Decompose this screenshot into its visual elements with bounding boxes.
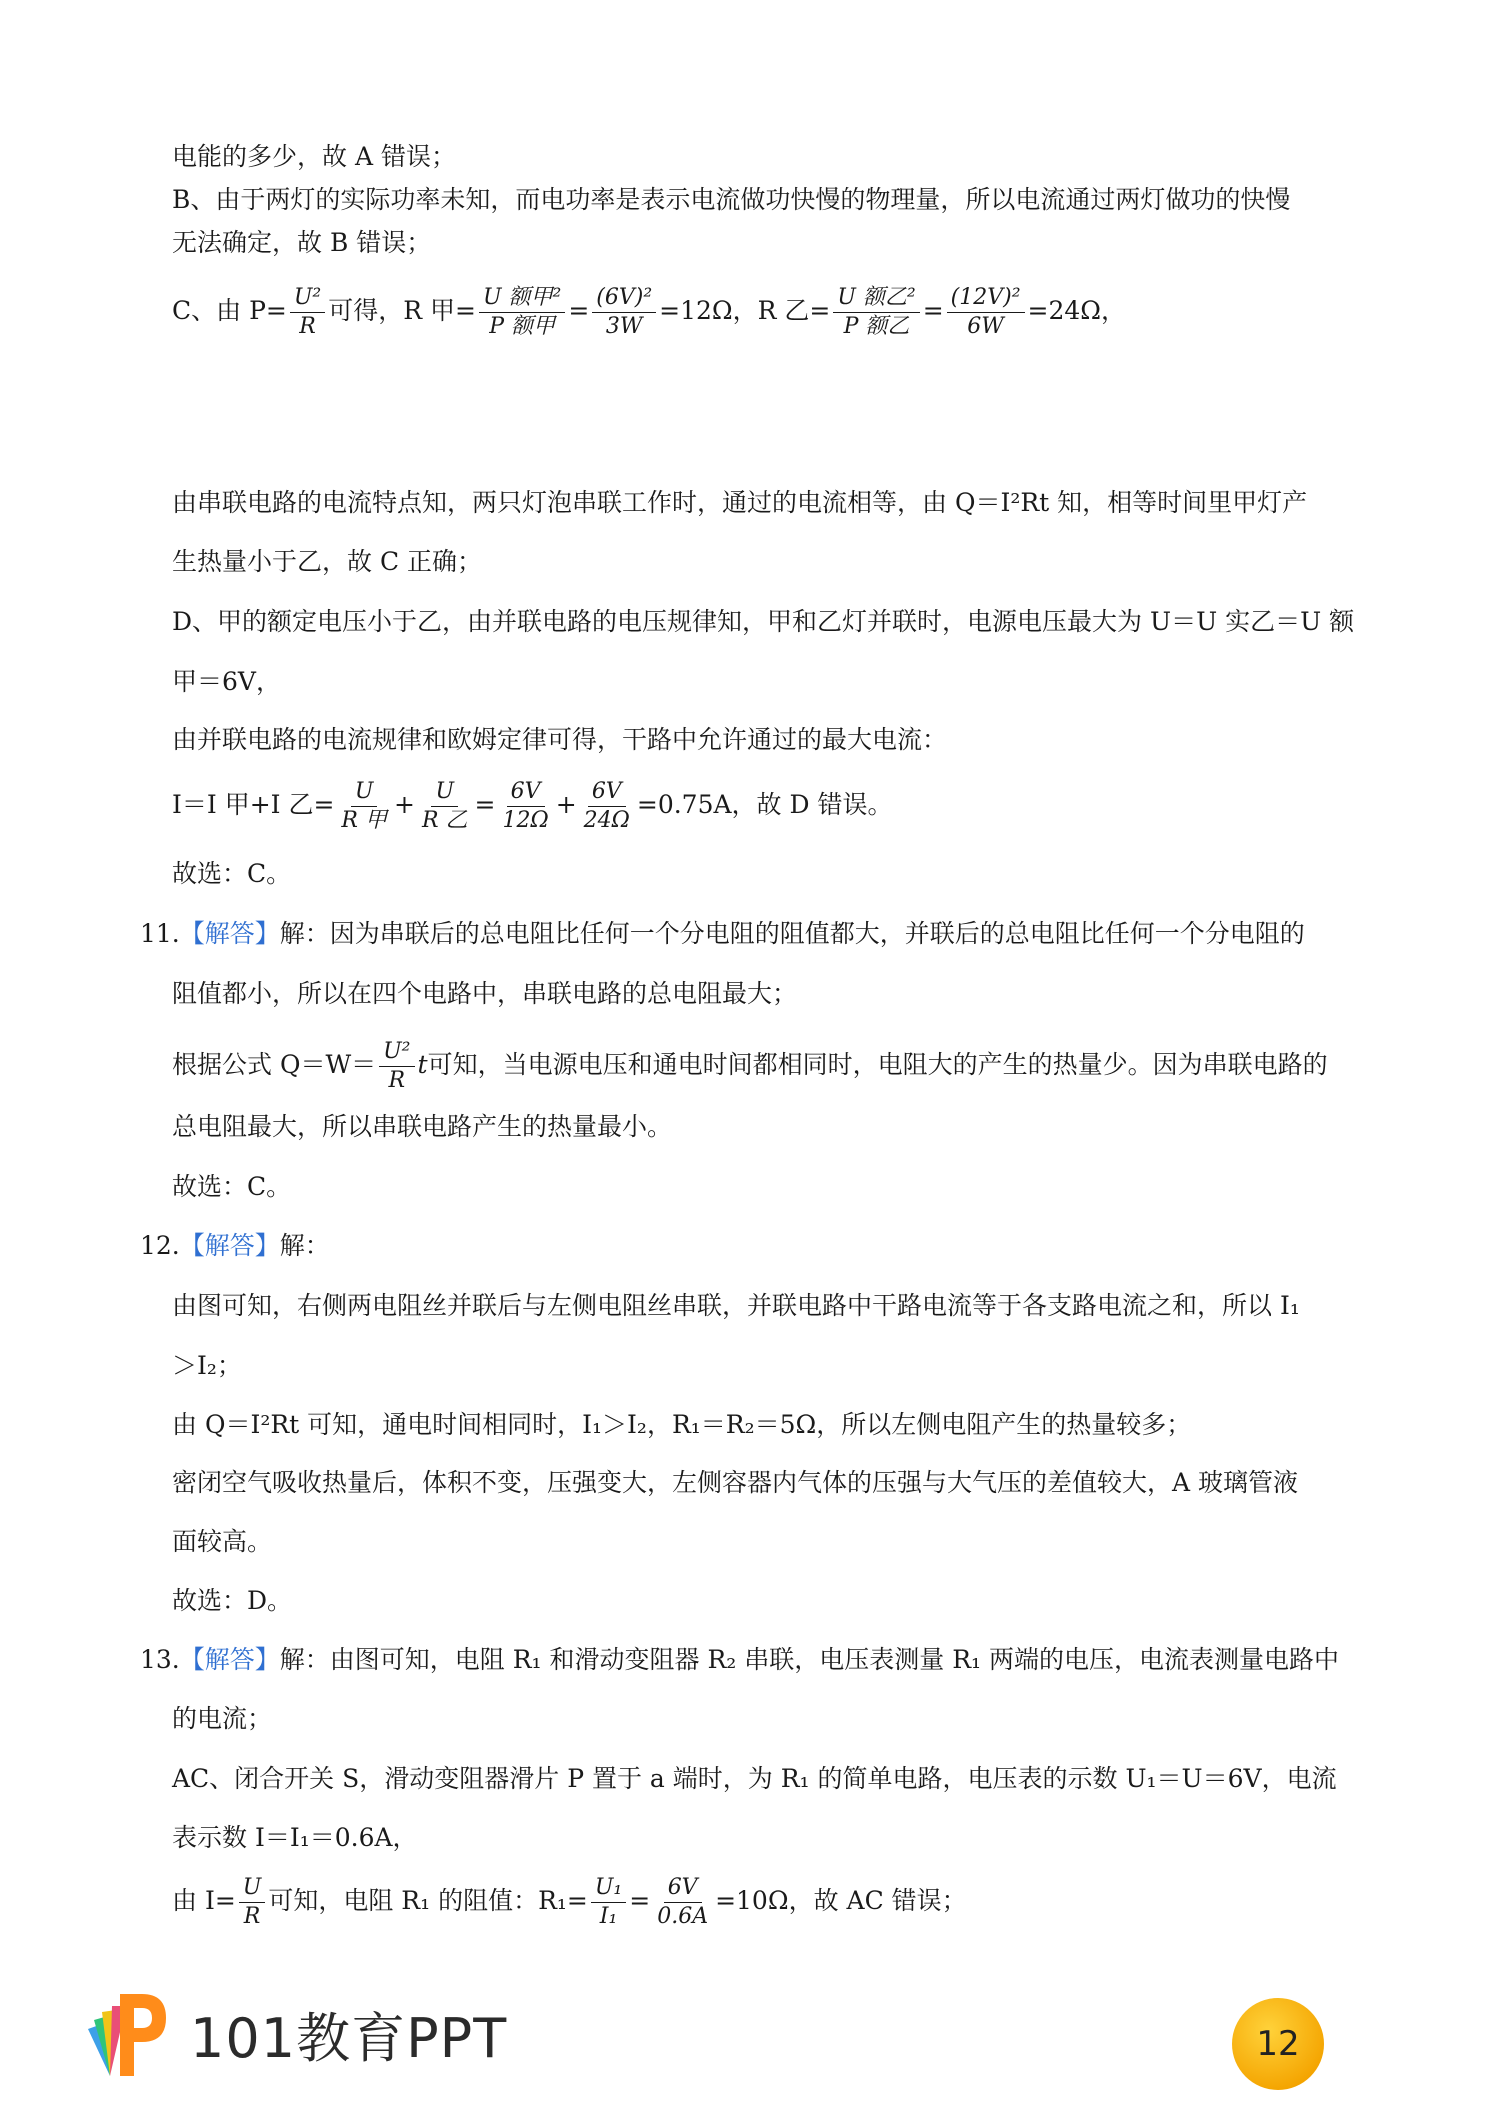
text-line: 阻值都小，所以在四个电路中，串联电路的总电阻最大； xyxy=(172,979,798,1008)
fraction: $\frac{\text{U²}}{R}$ xyxy=(290,284,325,341)
answer-tag: 【解答】 xyxy=(179,1645,280,1674)
text-line: AC、闭合开关 S，滑动变阻器滑片 P 置于 a 端时，为 R₁ 的简单电路，电压表的示数 U₁＝U＝6V，电流 xyxy=(172,1764,1337,1793)
answer-heading-12: 12.【解答】解： xyxy=(140,1231,330,1260)
formula-text: =12Ω，R 乙= xyxy=(659,296,831,325)
fraction: $\frac{\text{U²}}{R}$ xyxy=(379,1038,414,1095)
text-line: D、甲的额定电压小于乙，由并联电路的电压规律知，甲和乙灯并联时，电源电压最大为 U＝U 实乙＝U 额 xyxy=(172,607,1355,636)
answer-heading-11: 11.【解答】解：因为串联后的总电阻比任何一个分电阻的阻值都大，并联后的总电阻比任何一个分电阻的 xyxy=(140,919,1305,948)
fraction: $\frac{U}{\text{R 乙}}$ xyxy=(421,779,468,833)
text-line: 甲＝6V， xyxy=(172,667,281,696)
text-line: 总电阻最大，所以串联电路产生的热量最小。 xyxy=(172,1112,673,1141)
formula-text: 可得，R 甲= xyxy=(328,296,476,325)
text-line: 由 Q＝I²Rt 可知，通电时间相同时，I₁＞I₂，R₁＝R₂＝5Ω，所以左侧电阻产生的热量较多； xyxy=(172,1410,1192,1439)
text-line: 表示数 I＝I₁＝0.6A， xyxy=(172,1823,418,1852)
formula-line-r1: 由 I= $\frac{U}{R}$ 可知，电阻 R₁ 的阻值：R₁= $\frac{\text{U₁}}{\text{I₁}}$ = $\frac{6V}{0.6A}$ =10Ω，故 AC 错误； xyxy=(172,1875,967,1929)
page-number: 12 xyxy=(1256,2024,1300,2064)
text-line: 电能的多少，故 A 错误； xyxy=(172,142,456,171)
text-line: ＞I₂； xyxy=(172,1351,242,1380)
formula-line-c: C、由 P= $\frac{\text{U²}}{R}$ 可得，R 甲= $\frac{\text{U 额甲²}}{\text{P 额甲}}$ = $\frac{\text{(6V)²}}{3W}$ =12Ω，R 乙= $\frac{\text{U 额乙²}}{\text{P 额乙}}$ = $\frac{\text{(12V)²}}{6W}$ =24Ω， xyxy=(172,285,1127,339)
fraction: $\frac{\text{U 额甲²}}{\text{P 额甲}}$ xyxy=(479,284,565,341)
text-line: 无法确定，故 B 错误； xyxy=(172,228,432,257)
fraction: $\frac{\text{U₁}}{\text{I₁}}$ xyxy=(591,1874,626,1931)
text-line: 故选：D。 xyxy=(172,1586,293,1615)
text-line: 由串联电路的电流特点知，两只灯泡串联工作时，通过的电流相等，由 Q＝I²Rt 知，相等时间里甲灯产 xyxy=(172,488,1308,517)
text-line: 由并联电路的电流规律和欧姆定律可得，干路中允许通过的最大电流： xyxy=(172,725,948,754)
text-line: 的电流； xyxy=(172,1704,273,1733)
formula-text: =24Ω， xyxy=(1027,296,1127,325)
answer-tag: 【解答】 xyxy=(179,919,280,948)
formula-text: =0.75A，故 D 错误。 xyxy=(636,790,893,819)
formula-line-q: 根据公式 Q＝W＝ $\frac{\text{U²}}{R}$ t可知，当电源电压和通电时间都相同时，电阻大的产生的热量少。因为串联电路的 xyxy=(172,1039,1328,1093)
formula-text: C、由 P= xyxy=(172,296,287,325)
text-line: 面较高。 xyxy=(172,1527,273,1556)
text-line: 故选：C。 xyxy=(172,1172,292,1201)
answer-tag: 【解答】 xyxy=(179,1231,280,1260)
page-number-badge xyxy=(1232,1998,1324,2090)
fraction: $\frac{U}{R}$ xyxy=(239,1874,266,1931)
brand-name: 101教育PPT xyxy=(190,2006,508,2070)
fraction: $\frac{6V}{24\Omega}$ xyxy=(583,779,630,833)
fraction: $\frac{\text{(6V)²}}{3W}$ xyxy=(592,284,656,341)
text-line: 故选：C。 xyxy=(172,859,292,888)
formula-line-i: I＝I 甲+I 乙= $\frac{U}{\text{R 甲}}$ + $\frac{U}{\text{R 乙}}$ = $\frac{6V}{12\Omega}$ + $\frac{6V}{24\Omega}$ =0.75A，故 D 错误。 xyxy=(172,779,893,833)
answer-heading-13: 13.【解答】解：由图可知，电阻 R₁ 和滑动变阻器 R₂ 串联，电压表测量 R₁ 两端的电压，电流表测量电路中 xyxy=(140,1645,1340,1674)
fraction: $\frac{\text{U 额乙²}}{\text{P 额乙}}$ xyxy=(833,284,919,341)
text-line: 由图可知，右侧两电阻丝并联后与左侧电阻丝串联，并联电路中干路电流等于各支路电流之和，所以 I₁ xyxy=(172,1291,1300,1320)
book-fan-icon xyxy=(80,1984,180,2084)
text-line: 生热量小于乙，故 C 正确； xyxy=(172,547,483,576)
brand-logo xyxy=(80,1984,507,2084)
fraction: $\frac{6V}{0.6A}$ xyxy=(657,1875,709,1929)
fraction: $\frac{6V}{12\Omega}$ xyxy=(502,779,549,833)
fraction: $\frac{U}{\text{R 甲}}$ xyxy=(341,779,387,833)
fraction: $\frac{\text{(12V)²}}{6W}$ xyxy=(947,284,1025,341)
text-line: 密闭空气吸收热量后，体积不变，压强变大，左侧容器内气体的压强与大气压的差值较大，A 玻璃管液 xyxy=(172,1468,1299,1497)
text-line: B、由于两灯的实际功率未知，而电功率是表示电流做功快慢的物理量，所以电流通过两灯做功的快慢 xyxy=(172,185,1291,214)
formula-text: I＝I 甲+I 乙= xyxy=(172,790,335,819)
